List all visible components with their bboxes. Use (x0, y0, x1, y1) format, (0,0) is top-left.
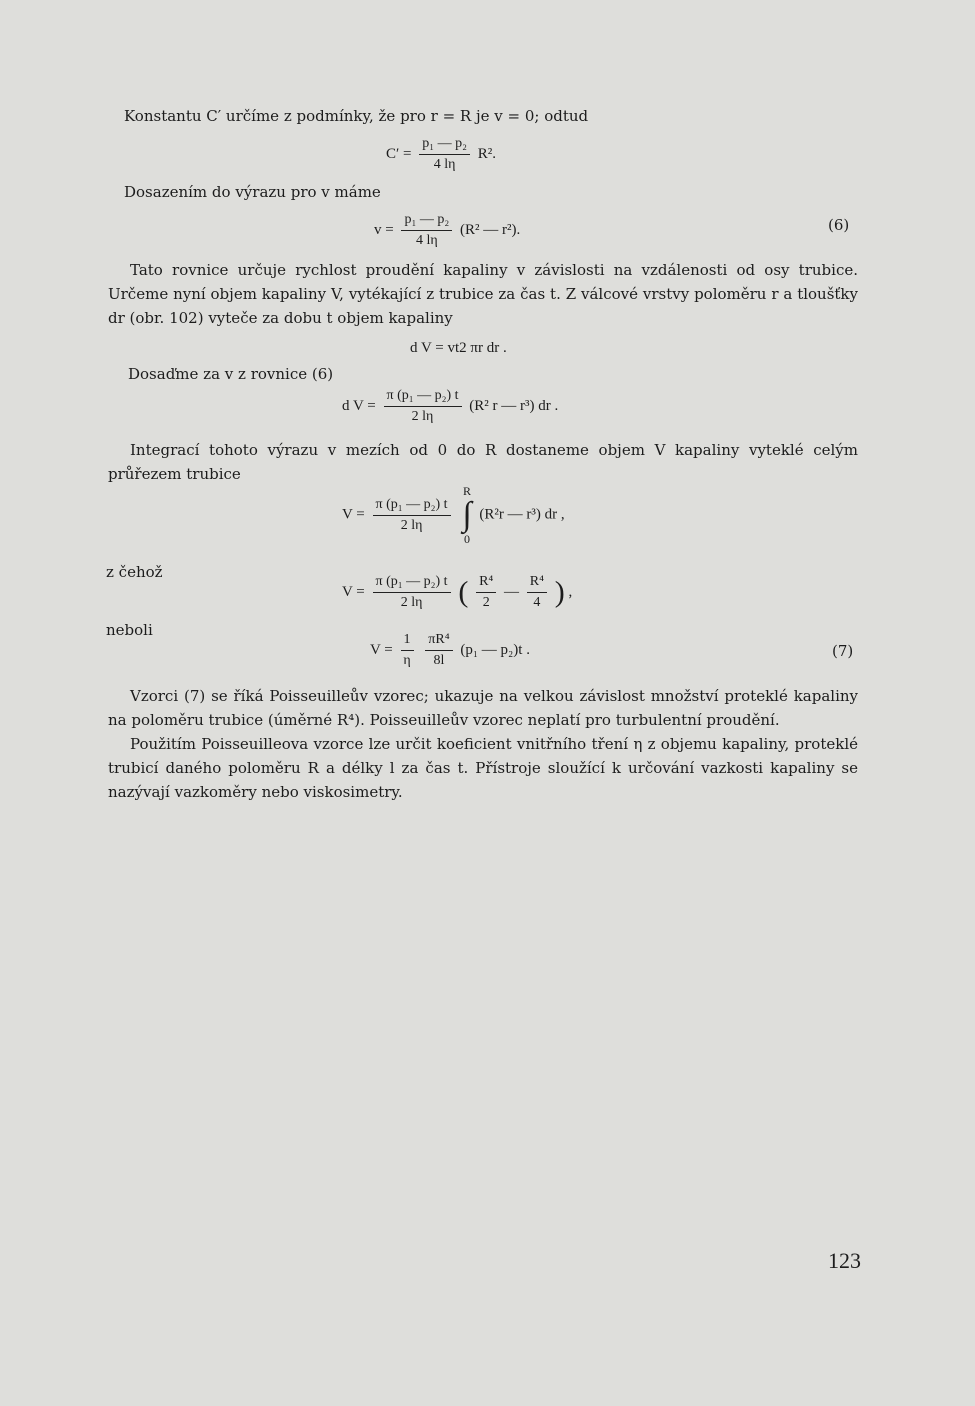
eq-vf-fraction-1-eta (401, 632, 414, 669)
eq-vi-fraction (373, 497, 451, 534)
eq-vf-fraction-pi-r4 (425, 632, 452, 669)
integral-symbol: ∫ (462, 496, 472, 533)
text-line-or: neboli (106, 621, 153, 639)
paragraph-viscosimeters (108, 732, 858, 804)
eq-v-fraction (401, 212, 452, 249)
eq-v-denominator: 4 lη (415, 233, 438, 248)
text-line-from-which: z čehož (106, 563, 163, 581)
equation-poiseuille (370, 632, 530, 669)
eq-vc-fraction (373, 574, 451, 611)
eq-vc-f1-denominator: 2 (482, 595, 490, 610)
right-paren: ) (554, 575, 565, 609)
eq-vf-lhs: V = (370, 641, 393, 658)
eq-vc-minus: — (504, 583, 520, 600)
eq-dv-denominator: 2 lη (411, 409, 434, 424)
eq-vi-tail: (R²r — r³) dr , (479, 506, 565, 523)
eq-dv-numerator: π (p₁ — p₂) t (384, 388, 462, 407)
eq-vc-comma: , (568, 583, 573, 600)
eq-vi-denominator: 2 lη (400, 517, 423, 533)
eq-vf-f2-denominator: 8l (433, 653, 445, 668)
equation-v-integral (342, 484, 565, 546)
text-line-constant: Konstantu C′ určíme z podmínky, že pro r = R je v = 0; odtud (124, 107, 589, 125)
paragraph-viscosimeters-text: Použitím Poisseuilleova vzorce lze určit koeficient vnitřního tření η z objemu kapaliny, proteklé trubicí daného poloměru R a délky l za čas t. Přístroje sloužící k určování vazkosti kapaliny se nazývají vazkoměry nebo viskosimetry. (108, 735, 858, 801)
paragraph-poiseuille-formula (108, 684, 858, 732)
eq-vc-f2-denominator: 4 (533, 595, 541, 610)
page-number: 123 (828, 1248, 861, 1273)
eq-dv-fraction (384, 388, 462, 425)
eq-vf-f1-numerator: 1 (401, 632, 414, 651)
integral-sign (462, 484, 471, 546)
text-line-substitute-6: Dosaďme za v z rovnice (6) (128, 365, 334, 383)
equation-c-prime (386, 136, 496, 173)
paragraph-integration-text: Integrací tohoto výrazu v mezích od 0 do R dostaneme objem V kapaliny vyteklé celým průřezem trubice (108, 441, 858, 483)
eq-v-tail: (R² — r²). (459, 221, 521, 238)
left-paren: ( (458, 575, 469, 609)
eq-c-lhs: C′ = (386, 145, 412, 162)
paragraph-poiseuille-formula-text: Vzorci (7) se říká Poisseuilleův vzorec; ukazuje na velkou závislost množství proteklé kapaliny na poloměru trubice (úměrné R⁴). Poisseuilleův vzorec neplatí pro turbulentní proudění. (108, 687, 858, 729)
eq-vf-f1-denominator: η (403, 653, 411, 668)
eq-dv-tail: (R² r — r³) dr . (469, 397, 559, 414)
eq-vc-lhs: V = (342, 583, 365, 600)
eq-vc-f2-numerator: R⁴ (527, 574, 547, 593)
integral-lower-limit: 0 (463, 532, 470, 546)
paragraph-flow-rate (108, 258, 858, 330)
equation-number-7: (7) (832, 642, 854, 660)
eq-c-denominator: 4 lη (433, 157, 456, 172)
eq-vc-fraction-r4-4 (527, 574, 547, 611)
equation-v (374, 212, 520, 249)
integral-upper-limit: R (462, 484, 471, 498)
eq-v-lhs: v = (374, 221, 394, 238)
eq-vf-tail: (p₁ — p₂)t . (460, 641, 530, 658)
text-line-substitution: Dosazením do výrazu pro v máme (124, 183, 381, 201)
equation-dv-volume: d V = vt2 πr dr . (410, 340, 507, 356)
eq-vi-lhs: V = (342, 506, 365, 523)
eq-vf-f2-numerator: πR⁴ (425, 632, 452, 651)
eq-v-numerator: p₁ — p₂ (401, 212, 452, 231)
eq-c-tail: R². (477, 145, 497, 162)
eq-vi-numerator: π (p₁ — p₂) t (373, 497, 451, 516)
eq-vc-numerator: π (p₁ — p₂) t (373, 574, 451, 593)
equation-number-6: (6) (828, 216, 850, 234)
eq-c-numerator: p₁ — p₂ (419, 136, 470, 155)
eq-dv-lhs: d V = (342, 397, 376, 414)
equation-v-computed (342, 574, 572, 611)
eq-c-fraction (419, 136, 470, 173)
eq-vc-f1-numerator: R⁴ (476, 574, 496, 593)
paragraph-integration (108, 438, 858, 486)
equation-dv (342, 388, 558, 425)
eq-vc-fraction-r4-2 (476, 574, 496, 611)
paragraph-flow-rate-text: Tato rovnice určuje rychlost proudění kapaliny v závislosti na vzdálenosti od osy trubice. Určeme nyní objem kapaliny V, vytékající z trubice za čas t. Z válcové vrstvy poloměru r a tloušťky dr (obr. 102) vyteče za dobu t objem kapaliny (108, 261, 858, 327)
eq-vc-denominator: 2 lη (400, 595, 423, 610)
